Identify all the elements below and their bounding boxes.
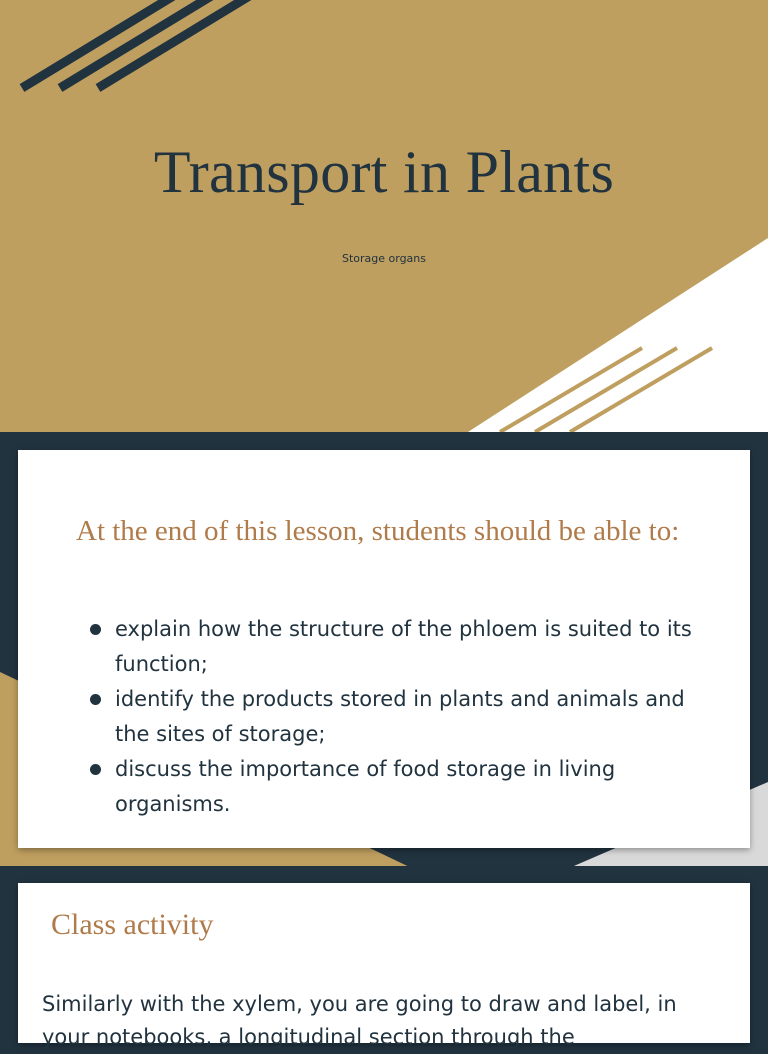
objectives-list	[88, 612, 708, 822]
list-item-text: explain how the structure of the phloem is suited to its function;	[115, 617, 692, 676]
list-item	[88, 612, 708, 682]
title-slide	[0, 0, 768, 432]
activity-heading: Class activity	[51, 908, 214, 941]
list-item	[88, 682, 708, 752]
slide-title: Transport in Plants	[153, 139, 615, 205]
list-item-text: discuss the importance of food storage in living organisms.	[115, 757, 616, 816]
list-item-text: identify the products stored in plants and animals and the sites of storage;	[115, 687, 685, 746]
objectives-card	[18, 450, 750, 848]
bullet-icon	[90, 764, 101, 775]
bullet-icon	[90, 694, 101, 705]
top-left-stripes	[22, 0, 251, 88]
decorative-stripes	[0, 0, 768, 432]
class-activity-slide	[0, 866, 768, 1049]
activity-body-text: Similarly with the xylem, you are going to draw and label, in your notebooks, a longitudinal section through the	[42, 992, 677, 1049]
bullet-icon	[90, 624, 101, 635]
objectives-slide	[0, 432, 768, 872]
slide-subtitle: Storage organs	[341, 252, 427, 265]
objectives-heading: At the end of this lesson, students should be able to:	[76, 515, 680, 547]
activity-card	[18, 883, 750, 1049]
list-item	[88, 752, 708, 822]
